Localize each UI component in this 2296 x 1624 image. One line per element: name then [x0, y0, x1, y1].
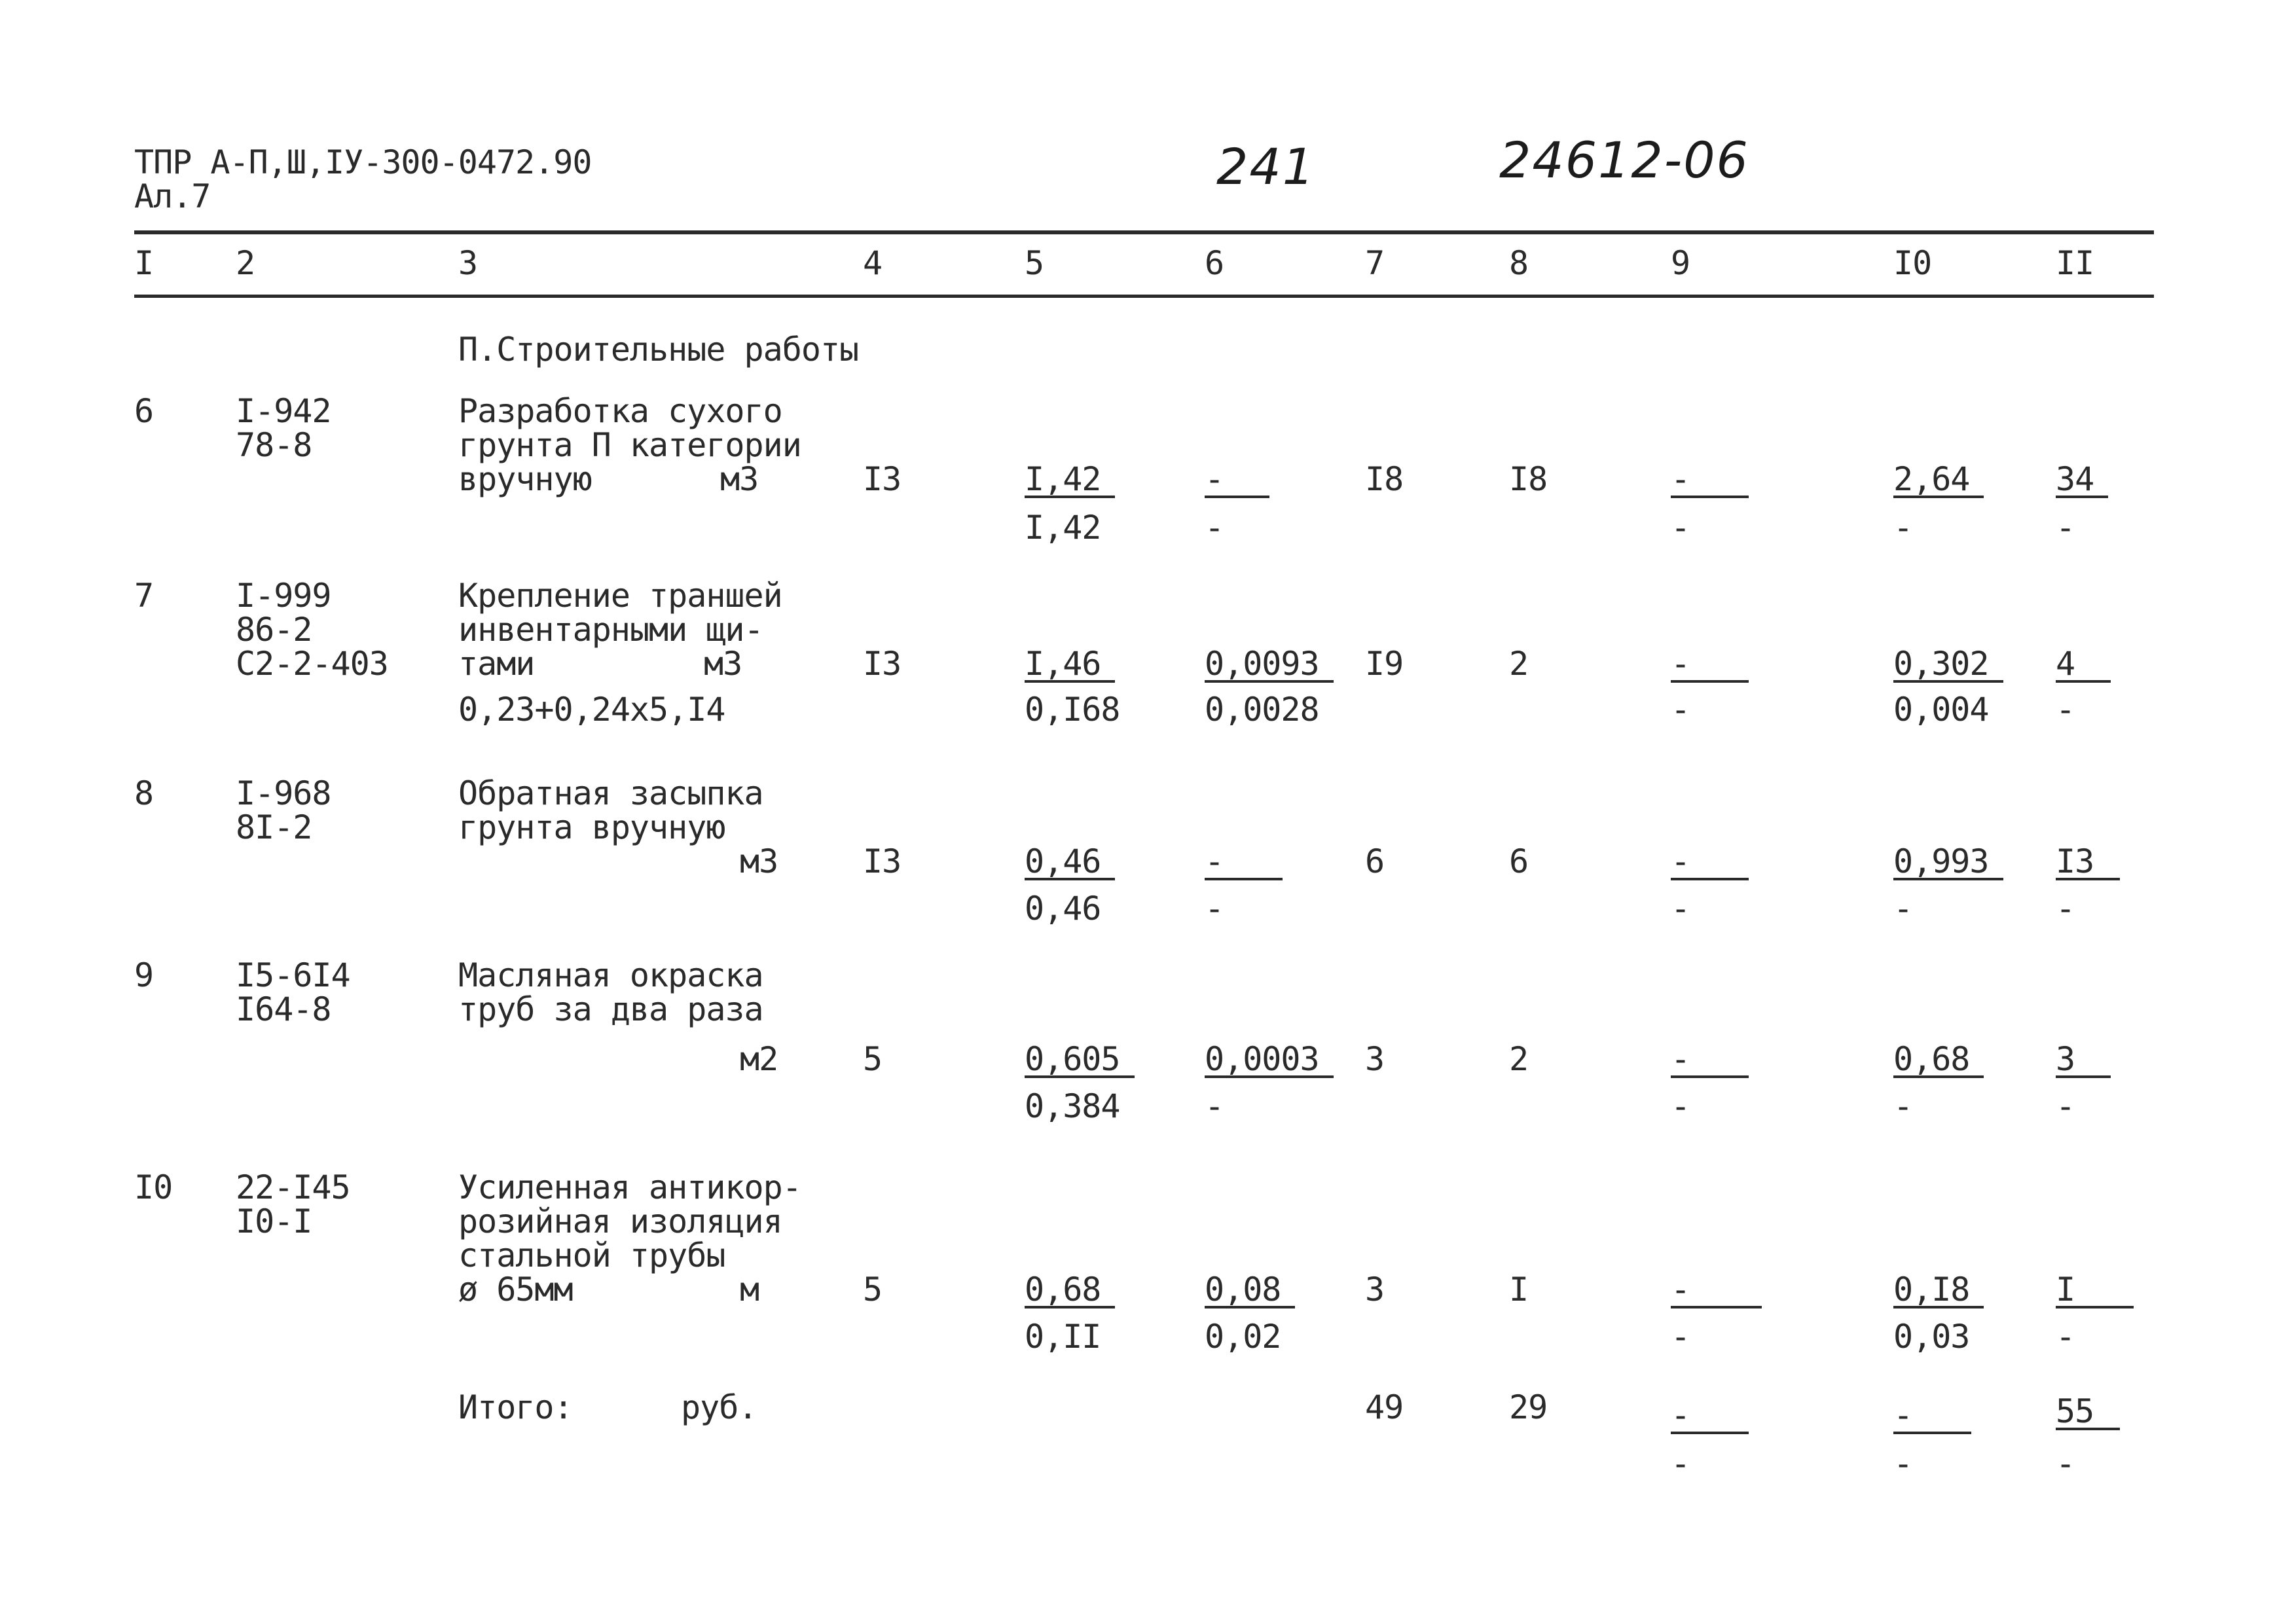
work-name: Разработка сухого [458, 392, 782, 430]
quantity: I3 [863, 460, 902, 498]
header-bottom-rule [134, 295, 2154, 298]
col8-value: I [1509, 1271, 1529, 1308]
col5-value: 0,68 [1025, 1273, 1115, 1308]
col6-subvalue: 0,02 [1205, 1318, 1281, 1356]
price-code: 86-2 [236, 611, 312, 649]
col10-subvalue: - [1893, 1087, 1913, 1125]
work-name: Крепление траншей [458, 577, 782, 615]
col5-value: I,42 [1025, 463, 1115, 498]
col5-value: 0,46 [1025, 845, 1115, 880]
col5-subvalue: I,42 [1025, 509, 1101, 547]
price-code: I-968 [236, 774, 331, 812]
col5-subvalue: 0,II [1025, 1318, 1101, 1356]
col11-value: I [2056, 1273, 2134, 1308]
price-code: I5-6I4 [236, 956, 350, 994]
column-header-6: 6 [1205, 244, 1224, 282]
total-col11-sub: - [2056, 1445, 2075, 1483]
col9-subvalue: - [1671, 1318, 1690, 1356]
col9-value: - [1671, 463, 1749, 498]
col10-value: 0,68 [1893, 1043, 1984, 1078]
col11-subvalue: - [2056, 509, 2075, 547]
col10-subvalue: 0,03 [1893, 1318, 1970, 1356]
total-col7: 49 [1365, 1388, 1404, 1426]
col5-subvalue: 0,46 [1025, 890, 1101, 928]
volume-formula: 0,23+0,24x5,I4 [458, 691, 725, 729]
col9-value: - [1671, 845, 1749, 880]
col6-value: 0,0093 [1205, 647, 1334, 683]
column-header-7: 7 [1365, 244, 1385, 282]
col9-subvalue: - [1671, 509, 1690, 547]
archive-number: 24612-06 [1499, 131, 1749, 189]
col11-subvalue: - [2056, 1318, 2075, 1356]
col10-subvalue: - [1893, 890, 1913, 928]
col6-value: - [1205, 845, 1283, 880]
col6-subvalue: 0,0028 [1205, 691, 1319, 729]
col8-value: I8 [1509, 460, 1548, 498]
price-code: I-942 [236, 392, 331, 430]
col11-subvalue: - [2056, 1087, 2075, 1125]
row-number: 6 [134, 392, 154, 430]
quantity: I3 [863, 842, 902, 880]
column-header-10: I0 [1893, 244, 1932, 282]
column-header-1: I [134, 244, 154, 282]
header-top-rule [134, 230, 2154, 234]
col7-value: 3 [1365, 1271, 1385, 1308]
col7-value: I8 [1365, 460, 1404, 498]
work-name: Обратная засыпка [458, 774, 763, 812]
unit: м [740, 1271, 759, 1308]
work-name: Масляная окраска [458, 956, 763, 994]
unit: м2 [740, 1040, 778, 1078]
price-code: 78-8 [236, 426, 312, 464]
unit: м3 [704, 645, 742, 683]
price-code: I64-8 [236, 990, 331, 1028]
col5-subvalue: 0,I68 [1025, 691, 1120, 729]
col11-value: 34 [2056, 463, 2108, 498]
col11-value: I3 [2056, 845, 2120, 880]
work-name: стальной трубы [458, 1236, 725, 1274]
column-header-8: 8 [1509, 244, 1529, 282]
col5-subvalue: 0,384 [1025, 1087, 1120, 1125]
total-label: Итого: [458, 1388, 573, 1426]
col10-value: 0,I8 [1893, 1273, 1984, 1308]
col11-value: 4 [2056, 647, 2111, 683]
price-code: 22-I45 [236, 1168, 350, 1206]
col9-subvalue: - [1671, 890, 1690, 928]
work-name: ø 65мм [458, 1271, 573, 1308]
col7-value: 3 [1365, 1040, 1385, 1078]
unit: м3 [740, 842, 778, 880]
work-name: вручную [458, 460, 592, 498]
col6-subvalue: - [1205, 890, 1224, 928]
row-number: 8 [134, 774, 154, 812]
col10-value: 0,993 [1893, 845, 2003, 880]
column-header-3: 3 [458, 244, 478, 282]
col7-value: I9 [1365, 645, 1404, 683]
column-header-4: 4 [863, 244, 883, 282]
total-col9: - [1671, 1399, 1749, 1434]
work-name: Усиленная антикор- [458, 1168, 801, 1206]
col9-value: - [1671, 647, 1749, 683]
quantity: 5 [863, 1271, 883, 1308]
col6-value: 0,08 [1205, 1273, 1295, 1308]
col8-value: 6 [1509, 842, 1529, 880]
total-col9-sub: - [1671, 1445, 1690, 1483]
col8-value: 2 [1509, 645, 1529, 683]
page-number: 241 [1216, 137, 1316, 196]
col9-subvalue: - [1671, 691, 1690, 729]
col9-value: - [1671, 1043, 1749, 1078]
price-code: С2-2-403 [236, 645, 388, 683]
quantity: I3 [863, 645, 902, 683]
col5-value: I,46 [1025, 647, 1115, 683]
col5-value: 0,605 [1025, 1043, 1135, 1078]
col6-value: - [1205, 463, 1269, 498]
row-number: 7 [134, 577, 154, 615]
price-code: I-999 [236, 577, 331, 615]
row-number: I0 [134, 1168, 173, 1206]
col6-value: 0,0003 [1205, 1043, 1334, 1078]
col10-value: 0,302 [1893, 647, 2003, 683]
total-col8: 29 [1509, 1388, 1548, 1426]
column-header-2: 2 [236, 244, 255, 282]
col9-value: - [1671, 1273, 1762, 1308]
col11-subvalue: - [2056, 890, 2075, 928]
col6-subvalue: - [1205, 509, 1224, 547]
column-header-9: 9 [1671, 244, 1690, 282]
total-col11: 55 [2056, 1395, 2120, 1430]
col10-subvalue: - [1893, 509, 1913, 547]
col9-subvalue: - [1671, 1087, 1690, 1125]
total-unit: руб. [681, 1388, 757, 1426]
work-name: грунта вручную [458, 808, 725, 846]
work-name: розийная изоляция [458, 1202, 782, 1240]
column-header-5: 5 [1025, 244, 1044, 282]
unit: м3 [720, 460, 759, 498]
document-code: ТПР А-П,Ш,IУ-300-0472.90 [134, 143, 592, 181]
sheet-label: Ал.7 [134, 177, 211, 215]
column-header-11: II [2056, 244, 2094, 282]
price-code: 8I-2 [236, 808, 312, 846]
price-code: I0-I [236, 1202, 312, 1240]
work-name: труб за два раза [458, 990, 763, 1028]
quantity: 5 [863, 1040, 883, 1078]
col6-subvalue: - [1205, 1087, 1224, 1125]
col11-value: 3 [2056, 1043, 2111, 1078]
row-number: 9 [134, 956, 154, 994]
work-name: инвентарными щи- [458, 611, 763, 649]
total-col10-sub: - [1893, 1445, 1913, 1483]
col8-value: 2 [1509, 1040, 1529, 1078]
work-name: грунта П категории [458, 426, 801, 464]
section-title: П.Строительные работы [458, 331, 859, 369]
col10-subvalue: 0,004 [1893, 691, 1989, 729]
work-name: тами [458, 645, 535, 683]
col10-value: 2,64 [1893, 463, 1984, 498]
total-col10: - [1893, 1399, 1971, 1434]
col7-value: 6 [1365, 842, 1385, 880]
col11-subvalue: - [2056, 691, 2075, 729]
